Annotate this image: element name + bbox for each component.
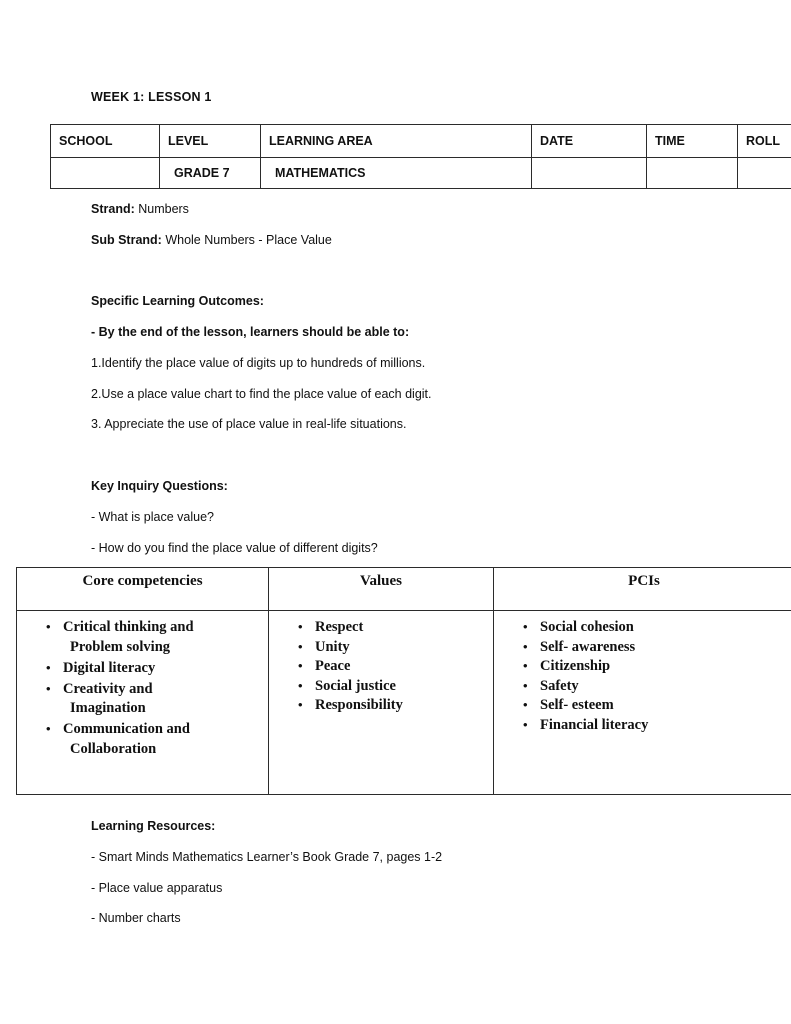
key-inquiry-item: - What is place value?	[91, 510, 214, 524]
list-item: • Responsibility	[315, 696, 487, 716]
header-date: DATE	[532, 125, 647, 158]
value-level: GRADE 7	[160, 158, 261, 189]
list-item: • Unity	[315, 638, 487, 658]
core-competency-line2: Problem solving	[70, 638, 171, 655]
value-school	[51, 158, 160, 189]
table-row	[17, 611, 791, 795]
core-competency-line2: Collaboration	[70, 740, 157, 757]
learning-resource-item: - Number charts	[91, 911, 181, 925]
strand-line	[91, 202, 189, 216]
sub-strand-label: Sub Strand:	[91, 233, 162, 247]
learning-outcome-item: 2.Use a place value chart to find the place value of each digit.	[91, 387, 432, 401]
value-time	[647, 158, 738, 189]
table-row	[17, 568, 791, 611]
strand-value: Numbers	[134, 202, 189, 216]
sub-strand-line	[91, 233, 332, 247]
learning-outcomes-title: Specific Learning Outcomes:	[91, 294, 264, 308]
list-item	[63, 618, 262, 657]
core-competency-line1: Creativity and	[63, 680, 153, 697]
key-inquiry-title: Key Inquiry Questions:	[91, 479, 228, 493]
value-learning-area: MATHEMATICS	[261, 158, 532, 189]
value-roll	[738, 158, 791, 189]
header-pcis: PCIs	[494, 568, 791, 611]
lesson-info-table	[50, 124, 791, 189]
list-item: • Safety	[540, 677, 788, 697]
learning-resource-item: - Smart Minds Mathematics Learner’s Book Grade 7, pages 1-2	[91, 850, 443, 864]
list-item: • Respect	[315, 618, 487, 638]
values-list	[269, 618, 493, 716]
table-row	[51, 125, 791, 158]
core-competency-line1: Critical thinking and	[63, 619, 194, 635]
learning-outcome-item: 3. Appreciate the use of place value in real-life situations.	[91, 417, 407, 431]
table-row	[51, 158, 791, 189]
learning-resource-item: - Place value apparatus	[91, 881, 223, 895]
list-item: • Self- esteem	[540, 696, 788, 716]
header-learning-area: LEARNING AREA	[261, 125, 532, 158]
week-lesson-heading: WEEK 1: LESSON 1	[91, 90, 212, 104]
header-level: LEVEL	[160, 125, 261, 158]
list-item	[63, 680, 262, 719]
list-item: • Social cohesion	[540, 618, 788, 638]
core-competencies-list	[17, 618, 268, 759]
core-competency-line1: Communication and	[63, 721, 190, 737]
header-core-competencies: Core competencies	[17, 568, 269, 611]
header-time: TIME	[647, 125, 738, 158]
list-item: • Peace	[315, 657, 487, 677]
value-date	[532, 158, 647, 189]
pcis-list	[494, 618, 791, 735]
core-competency-line2: Imagination	[70, 700, 146, 716]
learning-outcome-item: 1.Identify the place value of digits up to hundreds of millions.	[91, 356, 426, 370]
list-item	[63, 659, 262, 679]
strand-label: Strand:	[91, 202, 135, 216]
header-roll: ROLL	[738, 125, 791, 158]
competencies-values-pcis-table	[16, 567, 791, 795]
list-item: • Self- awareness	[540, 638, 788, 658]
learning-outcomes-intro: - By the end of the lesson, learners should be able to:	[91, 325, 410, 339]
cell-pcis	[494, 611, 791, 795]
list-item	[63, 720, 262, 759]
learning-resources-title: Learning Resources:	[91, 819, 216, 833]
cell-core-competencies	[17, 611, 269, 795]
list-item: • Social justice	[315, 677, 487, 697]
sub-strand-value: Whole Numbers - Place Value	[161, 233, 332, 247]
cell-values	[269, 611, 494, 795]
core-competency-line1: Digital literacy	[63, 659, 156, 676]
key-inquiry-item: - How do you find the place value of different digits?	[91, 541, 378, 555]
list-item: • Financial literacy	[540, 716, 788, 736]
list-item: • Citizenship	[540, 657, 788, 677]
header-school: SCHOOL	[51, 125, 160, 158]
header-values: Values	[269, 568, 494, 611]
